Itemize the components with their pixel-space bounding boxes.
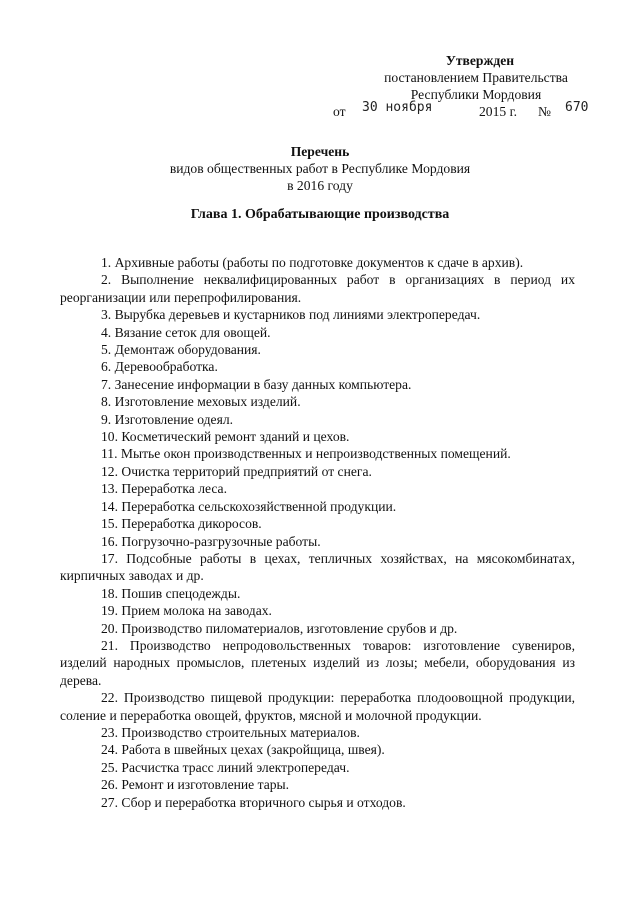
list-item: 27. Сбор и переработка вторичного сырья и отходов. — [101, 794, 406, 810]
list-item: 7. Занесение информации в базу данных компьютера. — [101, 376, 412, 392]
list-item: 9. Изготовление одеял. — [101, 411, 234, 427]
works-list — [60, 254, 575, 811]
approval-line-2: Республики Мордовия — [410, 87, 542, 102]
list-item: 11. Мытье окон производственных и непроизводственных помещений. — [101, 446, 511, 462]
list-item: 1. Архивные работы (работы по подготовке документов к сдаче в архив). — [101, 255, 524, 270]
approval-stamp — [330, 52, 600, 103]
handwritten-date: 30 ноября — [362, 100, 433, 115]
list-item: 19. Прием молока на заводах. — [101, 603, 272, 619]
handwritten-number: 670 — [565, 100, 589, 115]
heading-line-1: видов общественных работ в Республике Мордовия — [169, 161, 471, 176]
year: 2015 г. — [479, 104, 518, 119]
list-item: 10. Косметический ремонт зданий и цехов. — [101, 429, 350, 445]
list-item: 3. Вырубка деревьев и кустарников под линиями электропередач. — [101, 307, 481, 323]
list-item: 14. Переработка сельскохозяйственной продукции. — [101, 498, 397, 514]
list-item: 18. Пошив спецодежды. — [101, 585, 241, 601]
heading-title: Перечень — [290, 144, 350, 159]
approval-date-line — [333, 100, 593, 124]
list-item: 2. Выполнение неквалифицированных работ в организациях в период их реорганизации или перепрофилирования. — [60, 272, 575, 305]
document-heading — [60, 143, 580, 194]
list-item: 24. Работа в швейных цехах (закройщица, швея). — [101, 742, 385, 758]
list-item: 12. Очистка территорий предприятий от снега. — [101, 463, 372, 479]
list-item: 5. Демонтаж оборудования. — [101, 342, 261, 358]
list-item: 23. Производство строительных материалов. — [101, 724, 360, 740]
list-item: 4. Вязание сеток для овощей. — [101, 324, 271, 340]
heading-line-2: в 2016 году — [287, 178, 353, 193]
list-item: 26. Ремонт и изготовление тары. — [101, 777, 290, 793]
approval-line-1: постановлением Правительства — [384, 70, 568, 85]
list-item: 25. Расчистка трасс линий электропередач. — [101, 759, 350, 775]
list-item: 17. Подсобные работы в цехах, тепличных хозяйствах, на мясокомбинатах, кирпичных заводах и др. — [60, 550, 575, 584]
list-item: 20. Производство пиломатериалов, изготовление срубов и др. — [101, 620, 458, 636]
list-item: 21. Производство непродовольственных товаров: изготовление сувениров, изделий народных промыслов, плетеных изделий из лозы; мебели, оборудования из дерева. — [60, 637, 575, 688]
list-item: 16. Погрузочно-разгрузочные работы. — [101, 533, 321, 549]
list-item: 6. Деревообработка. — [101, 359, 218, 375]
chapter-title: Глава 1. Обрабатывающие производства — [190, 207, 450, 222]
list-item: 13. Переработка леса. — [101, 481, 227, 497]
list-item: 15. Переработка дикоросов. — [101, 516, 262, 532]
list-item: 8. Изготовление меховых изделий. — [101, 394, 301, 410]
list-item: 22. Производство пищевой продукции: переработка плодоовощной продукции, соление и переработка овощей, фруктов, мясной и молочной продукции. — [60, 690, 575, 723]
number-label: № — [538, 104, 551, 119]
approval-title: Утвержден — [445, 53, 515, 68]
from-label: от — [333, 104, 346, 119]
